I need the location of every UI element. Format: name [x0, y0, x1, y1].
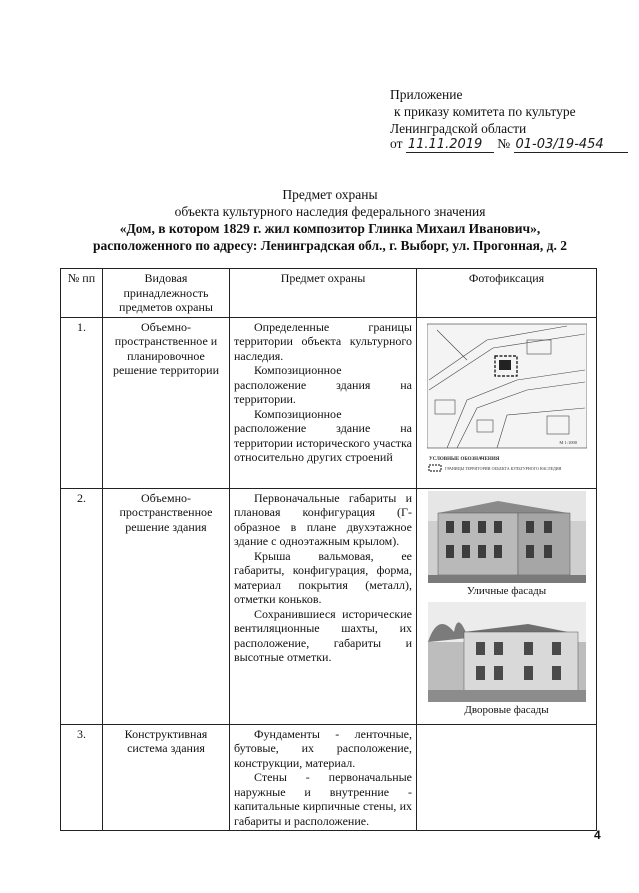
subject-paragraph: Композиционное расположение здания на территории.	[234, 363, 412, 406]
page-number: 4	[594, 828, 601, 842]
header-number: № пп	[61, 269, 103, 318]
table-row	[61, 488, 597, 724]
order-date: 11.11.2019	[406, 137, 494, 153]
row-number: 1.	[61, 317, 103, 488]
order-reference	[390, 136, 628, 153]
subject-paragraph: Композиционное расположение здание на территории исторического участка относительно других строений	[234, 406, 412, 464]
row-photo-cell	[417, 724, 597, 831]
table-row	[61, 317, 597, 488]
table-header-row	[61, 269, 597, 318]
object-marker	[499, 360, 511, 370]
street-facade-photo	[428, 491, 586, 583]
courtyard-facade-caption: Дворовые фасады	[464, 704, 549, 716]
header-photo: Фотофиксация	[417, 269, 597, 318]
row-type: Объемно-пространственное и планировочное решение территории	[103, 317, 230, 488]
subject-paragraph: Крыша вальмовая, ее габариты, конфигурация, форма, материал покрытия (металл), отметки коньков.	[234, 548, 412, 606]
row-subject	[230, 317, 417, 488]
heading-line-3: «Дом, в котором 1829 г. жил композитор Глинка Михаил Иванович»,	[119, 221, 541, 236]
subject-paragraph: Стены - первоначальные наружные и внутренние - капитальные кирпичные стены, их габариты и расположение.	[234, 770, 412, 828]
subject-paragraph: Фундаменты - ленточные, бутовые, их расположение, конструкции, материал.	[234, 726, 412, 770]
map-legend-item: ГРАНИЦЫ ТЕРРИТОРИИ ОБЪЕКТА КУЛЬТУРНОГО НАСЛЕДИЯ	[444, 465, 561, 471]
document-heading	[40, 186, 620, 254]
header-subject: Предмет охраны	[230, 269, 417, 318]
number-label: №	[497, 136, 511, 151]
row-photo-cell	[417, 317, 597, 488]
row-subject	[230, 724, 417, 831]
heading-line-1: Предмет охраны	[282, 187, 378, 202]
order-number: 01-03/19-454	[514, 137, 628, 153]
table-row	[61, 724, 597, 831]
heading-line-2: объекта культурного наследия федерального значения	[174, 204, 486, 219]
street-facade-caption: Уличные фасады	[466, 584, 547, 597]
courtyard-facade-photo	[428, 602, 586, 702]
row-number: 2.	[61, 488, 103, 724]
subject-paragraph: Первоначальные габариты и плановая конфигурация (Г-образное в плане двухэтажное здание с одноэтажным крылом).	[234, 490, 412, 548]
header-type: Видовая принадлежность предметов охраны	[103, 269, 230, 318]
row-number: 3.	[61, 724, 103, 831]
heading-line-4: расположенного по адресу: Ленинградская обл., г. Выборг, ул. Прогонная, д. 2	[92, 238, 567, 253]
map-scale: М 1:1000	[558, 439, 577, 445]
site-plan-map	[427, 320, 587, 480]
from-label: от	[390, 136, 403, 151]
appendix-order-line: к приказу комитета по культуре	[394, 104, 576, 119]
map-legend-title: УСЛОВНЫЕ ОБОЗНАЧЕНИЯ	[428, 456, 499, 462]
subject-paragraph: Сохранившиеся исторические вентиляционные шахты, их расположение, габариты и высотные отметки.	[234, 606, 412, 664]
appendix-title: Приложение	[390, 87, 463, 102]
protection-subject-table	[60, 268, 597, 831]
row-photo-cell	[417, 488, 597, 724]
row-type: Конструктивная система здания	[103, 724, 230, 831]
appendix-block	[390, 86, 576, 137]
row-type: Объемно-пространственное решение здания	[103, 488, 230, 724]
appendix-region-line: Ленинградской области	[390, 121, 527, 136]
subject-paragraph: Определенные границы территории объекта культурного наследия.	[234, 319, 412, 363]
row-subject	[230, 488, 417, 724]
